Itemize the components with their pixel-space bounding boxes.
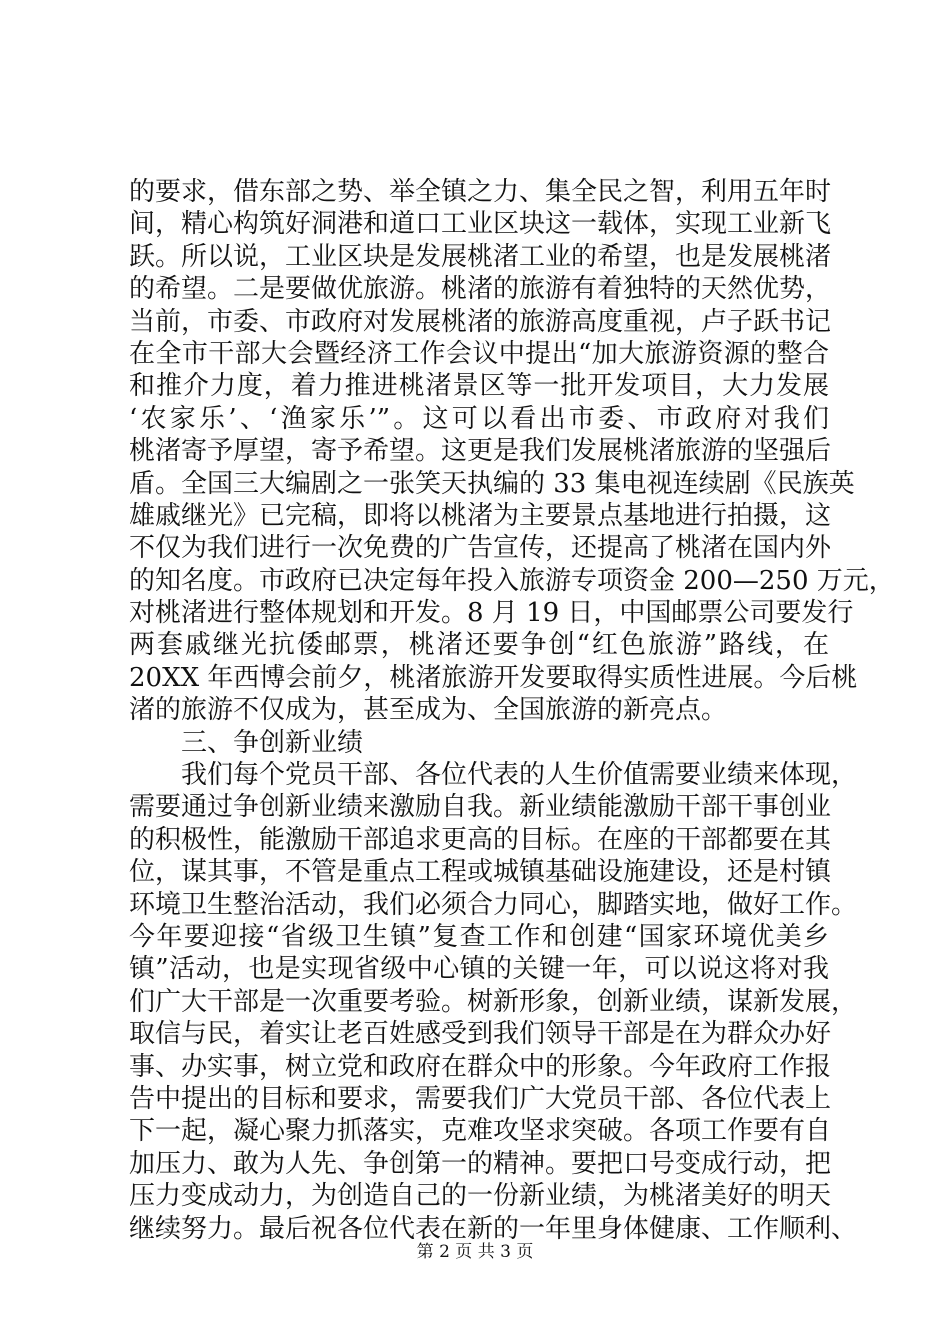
text-line: 的知名度。市政府已决定每年投入旅游专项资金 200—250 万元， bbox=[129, 565, 895, 596]
text-line: 的要求，借东部之势、举全镇之力、集全民之智，利用五年时 bbox=[129, 177, 832, 207]
text-line: 告中提出的目标和要求，需要我们广大党员干部、各位代表上 bbox=[129, 1083, 832, 1114]
text-line: 需要通过争创新业绩来激励自我。新业绩能激励干部干事创业 bbox=[129, 792, 832, 823]
text-line: 镇”活动，也是实现省级中心镇的关键一年，可以说这将对我 bbox=[129, 954, 829, 985]
text-line: 压力变成动力，为创造自己的一份新业绩，为桃渚美好的明天 bbox=[129, 1181, 832, 1212]
text-line: 盾。全国三大编剧之一张笑天执编的 33 集电视连续剧《民族英 bbox=[129, 468, 855, 499]
text-line: 今年要迎接“省级卫生镇”复查工作和创建“国家环境优美乡 bbox=[129, 921, 829, 952]
text-line: 取信与民，着实让老百姓感受到我们领导干部是在为群众办好 bbox=[129, 1019, 832, 1050]
text-line: 的希望。二是要做优旅游。桃渚的旅游有着独特的天然优势， bbox=[129, 274, 832, 305]
text-line: 桃渚寄予厚望，寄予希望。这更是我们发展桃渚旅游的坚强后 bbox=[129, 436, 832, 467]
text-line: 不仅为我们进行一次免费的广告宣传，还提高了桃渚在国内外 bbox=[129, 533, 832, 564]
page-number-footer: 第 2 页 共 3 页 bbox=[416, 1242, 534, 1262]
text-line: ‘农家乐’、‘渔家乐’”。这可以看出市委、市政府对我们 bbox=[129, 403, 829, 434]
section-heading: 三、争创新业绩 bbox=[181, 727, 364, 758]
text-line: 跃。所以说，工业区块是发展桃渚工业的希望，也是发展桃渚 bbox=[129, 241, 832, 272]
text-line: 下一起，凝心聚力抓落实，克难攻坚求突破。各项工作要有自 bbox=[129, 1116, 832, 1147]
text-line: 渚的旅游不仅成为，甚至成为、全国旅游的新亮点。 bbox=[129, 695, 728, 726]
text-line: 两套戚继光抗倭邮票，桃渚还要争创“红色旅游”路线，在 bbox=[129, 630, 829, 661]
text-line: 位，谋其事，不管是重点工程或城镇基础设施建设，还是村镇 bbox=[129, 857, 832, 888]
text-line: 的积极性，能激励干部追求更高的目标。在座的干部都要在其 bbox=[129, 824, 832, 855]
text-line: 事、办实事，树立党和政府在群众中的形象。今年政府工作报 bbox=[129, 1051, 832, 1082]
text-line: 们广大干部是一次重要考验。树新形象，创新业绩，谋新发展， bbox=[129, 986, 858, 1017]
text-line: 20XX 年西博会前夕，桃渚旅游开发要取得实质性进展。今后桃 bbox=[129, 662, 858, 693]
text-line: 和推介力度，着力推进桃渚景区等一批开发项目，大力发展 bbox=[129, 371, 829, 402]
text-line: 雄戚继光》已完稿，即将以桃渚为主要景点基地进行拍摄，这 bbox=[129, 500, 832, 531]
text-line: 当前，市委、市政府对发展桃渚的旅游高度重视，卢子跃书记 bbox=[129, 306, 832, 337]
text-line: 在全市干部大会暨经济工作会议中提出“加大旅游资源的整合 bbox=[129, 338, 829, 369]
text-line: 对桃渚进行整体规划和开发。8 月 19 日，中国邮票公司要发行 bbox=[129, 598, 854, 629]
text-line: 间，精心构筑好洞港和道口工业区块这一载体，实现工业新飞 bbox=[129, 209, 832, 240]
text-line: 环境卫生整治活动，我们必须合力同心，脚踏实地，做好工作。 bbox=[129, 889, 858, 920]
text-line: 加压力、敢为人先、争创第一的精神。要把口号变成行动，把 bbox=[129, 1148, 832, 1179]
text-line: 继续努力。最后祝各位代表在新的一年里身体健康、工作顺利、 bbox=[129, 1213, 858, 1244]
text-line: 我们每个党员干部、各位代表的人生价值需要业绩来体现， bbox=[181, 760, 858, 791]
document-body bbox=[129, 176, 895, 1245]
